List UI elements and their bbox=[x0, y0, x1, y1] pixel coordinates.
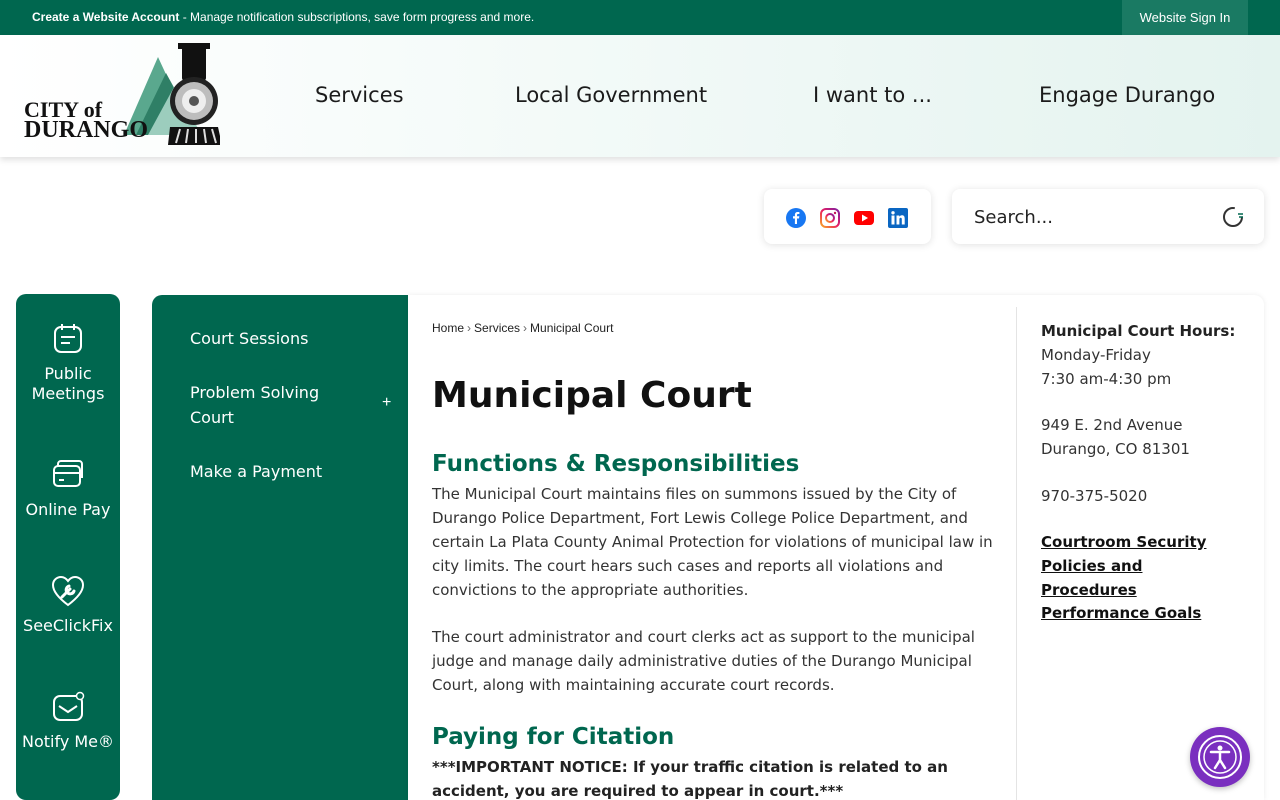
logo-text-city: CITY of bbox=[24, 97, 103, 122]
quick-link-public-meetings[interactable] bbox=[16, 322, 120, 404]
accessibility-icon bbox=[1190, 727, 1250, 787]
content-divider bbox=[1016, 307, 1017, 800]
subnav-expand-button[interactable]: + bbox=[382, 394, 392, 411]
court-address bbox=[1041, 413, 1241, 461]
breadcrumb-services[interactable]: Services bbox=[474, 321, 521, 335]
meetings-icon bbox=[51, 322, 85, 356]
search-icon[interactable] bbox=[1222, 205, 1246, 229]
top-bar bbox=[0, 0, 1280, 35]
address-line-2: Durango, CO 81301 bbox=[1041, 440, 1190, 458]
nav-services[interactable]: Services bbox=[315, 83, 404, 107]
page-title: Municipal Court bbox=[432, 375, 752, 416]
quick-link-label: Online Pay bbox=[25, 500, 111, 519]
wrench-heart-icon bbox=[51, 574, 85, 608]
paragraph-functions: The Municipal Court maintains files on summons issued by the City of Durango Police Department, Fort Lewis College Police Department, and certain La Plata County Animal Protection for violations of municipal law in city limits. The court hears such cases and reports all violations and convictions to the appropriate authorities. bbox=[432, 485, 993, 599]
quick-link-notify-me[interactable] bbox=[16, 690, 120, 752]
court-hours-time: 7:30 am-4:30 pm bbox=[1041, 370, 1172, 388]
instagram-icon[interactable] bbox=[820, 208, 840, 228]
accessibility-button[interactable] bbox=[1190, 727, 1250, 787]
quick-link-label: SeeClickFix bbox=[23, 616, 113, 635]
mail-icon bbox=[51, 690, 85, 724]
breadcrumb-home[interactable]: Home bbox=[432, 321, 465, 335]
search-input[interactable] bbox=[974, 203, 1204, 231]
breadcrumb-current: Municipal Court bbox=[530, 321, 614, 335]
search-box bbox=[952, 189, 1264, 244]
breadcrumb-separator: › bbox=[523, 321, 528, 335]
quick-link-label: Public Meetings bbox=[31, 364, 105, 403]
court-hours-title: Municipal Court Hours: bbox=[1041, 322, 1236, 340]
quick-link-label: Notify Me® bbox=[21, 732, 115, 751]
durango-logo-graphic bbox=[24, 43, 220, 147]
city-logo[interactable] bbox=[24, 43, 220, 147]
court-phone[interactable]: 970-375-5020 bbox=[1041, 487, 1148, 505]
create-account-description: - Manage notification subscriptions, save form progress and more. bbox=[179, 10, 535, 24]
subnav-problem-solving-court[interactable]: Problem Solving Court bbox=[190, 383, 320, 427]
performance-goals-link[interactable]: Performance Goals bbox=[1041, 604, 1202, 622]
facebook-icon[interactable] bbox=[786, 208, 806, 228]
heading-paying-for-citation: Paying for Citation bbox=[432, 724, 675, 750]
nav-engage-durango[interactable]: Engage Durango bbox=[1039, 83, 1216, 107]
court-hours bbox=[1041, 319, 1241, 391]
nav-local-government[interactable]: Local Government bbox=[515, 83, 708, 107]
create-account-link[interactable] bbox=[32, 10, 534, 24]
paragraph-administration: The court administrator and court clerks act as support to the municipal judge and manage daily administrative duties of the Durango Municipal Court, along with maintaining accurate court records. bbox=[432, 628, 975, 694]
logo-text-durango: DURANGO bbox=[24, 117, 148, 143]
court-days: Monday-Friday bbox=[1041, 346, 1151, 364]
nav-i-want-to[interactable]: I want to ... bbox=[813, 83, 932, 107]
create-account-label[interactable]: Create a Website Account bbox=[32, 10, 180, 24]
social-links bbox=[764, 189, 931, 244]
breadcrumb-separator: › bbox=[467, 321, 472, 335]
courtroom-security-link[interactable]: Courtroom Security Policies and Procedures bbox=[1041, 533, 1207, 599]
quick-link-seeclickfix[interactable] bbox=[16, 574, 120, 636]
linkedin-icon[interactable] bbox=[888, 208, 908, 228]
heading-functions: Functions & Responsibilities bbox=[432, 451, 800, 477]
important-notice: ***IMPORTANT NOTICE: If your traffic citation is related to an accident, you are required to appear in court.*** bbox=[432, 758, 948, 800]
sub-navigation bbox=[152, 295, 408, 800]
quick-links-panel bbox=[16, 294, 120, 800]
website-sign-in-button[interactable]: Website Sign In bbox=[1122, 0, 1248, 35]
card-icon bbox=[51, 458, 85, 492]
subnav-make-a-payment[interactable]: Make a Payment bbox=[190, 462, 323, 481]
youtube-icon[interactable] bbox=[854, 208, 874, 228]
address-line-1: 949 E. 2nd Avenue bbox=[1041, 416, 1183, 434]
main-content bbox=[408, 295, 1264, 800]
breadcrumb bbox=[432, 321, 613, 335]
site-header bbox=[0, 35, 1280, 157]
quick-link-online-pay[interactable] bbox=[16, 458, 120, 520]
subnav-court-sessions[interactable]: Court Sessions bbox=[190, 329, 309, 348]
